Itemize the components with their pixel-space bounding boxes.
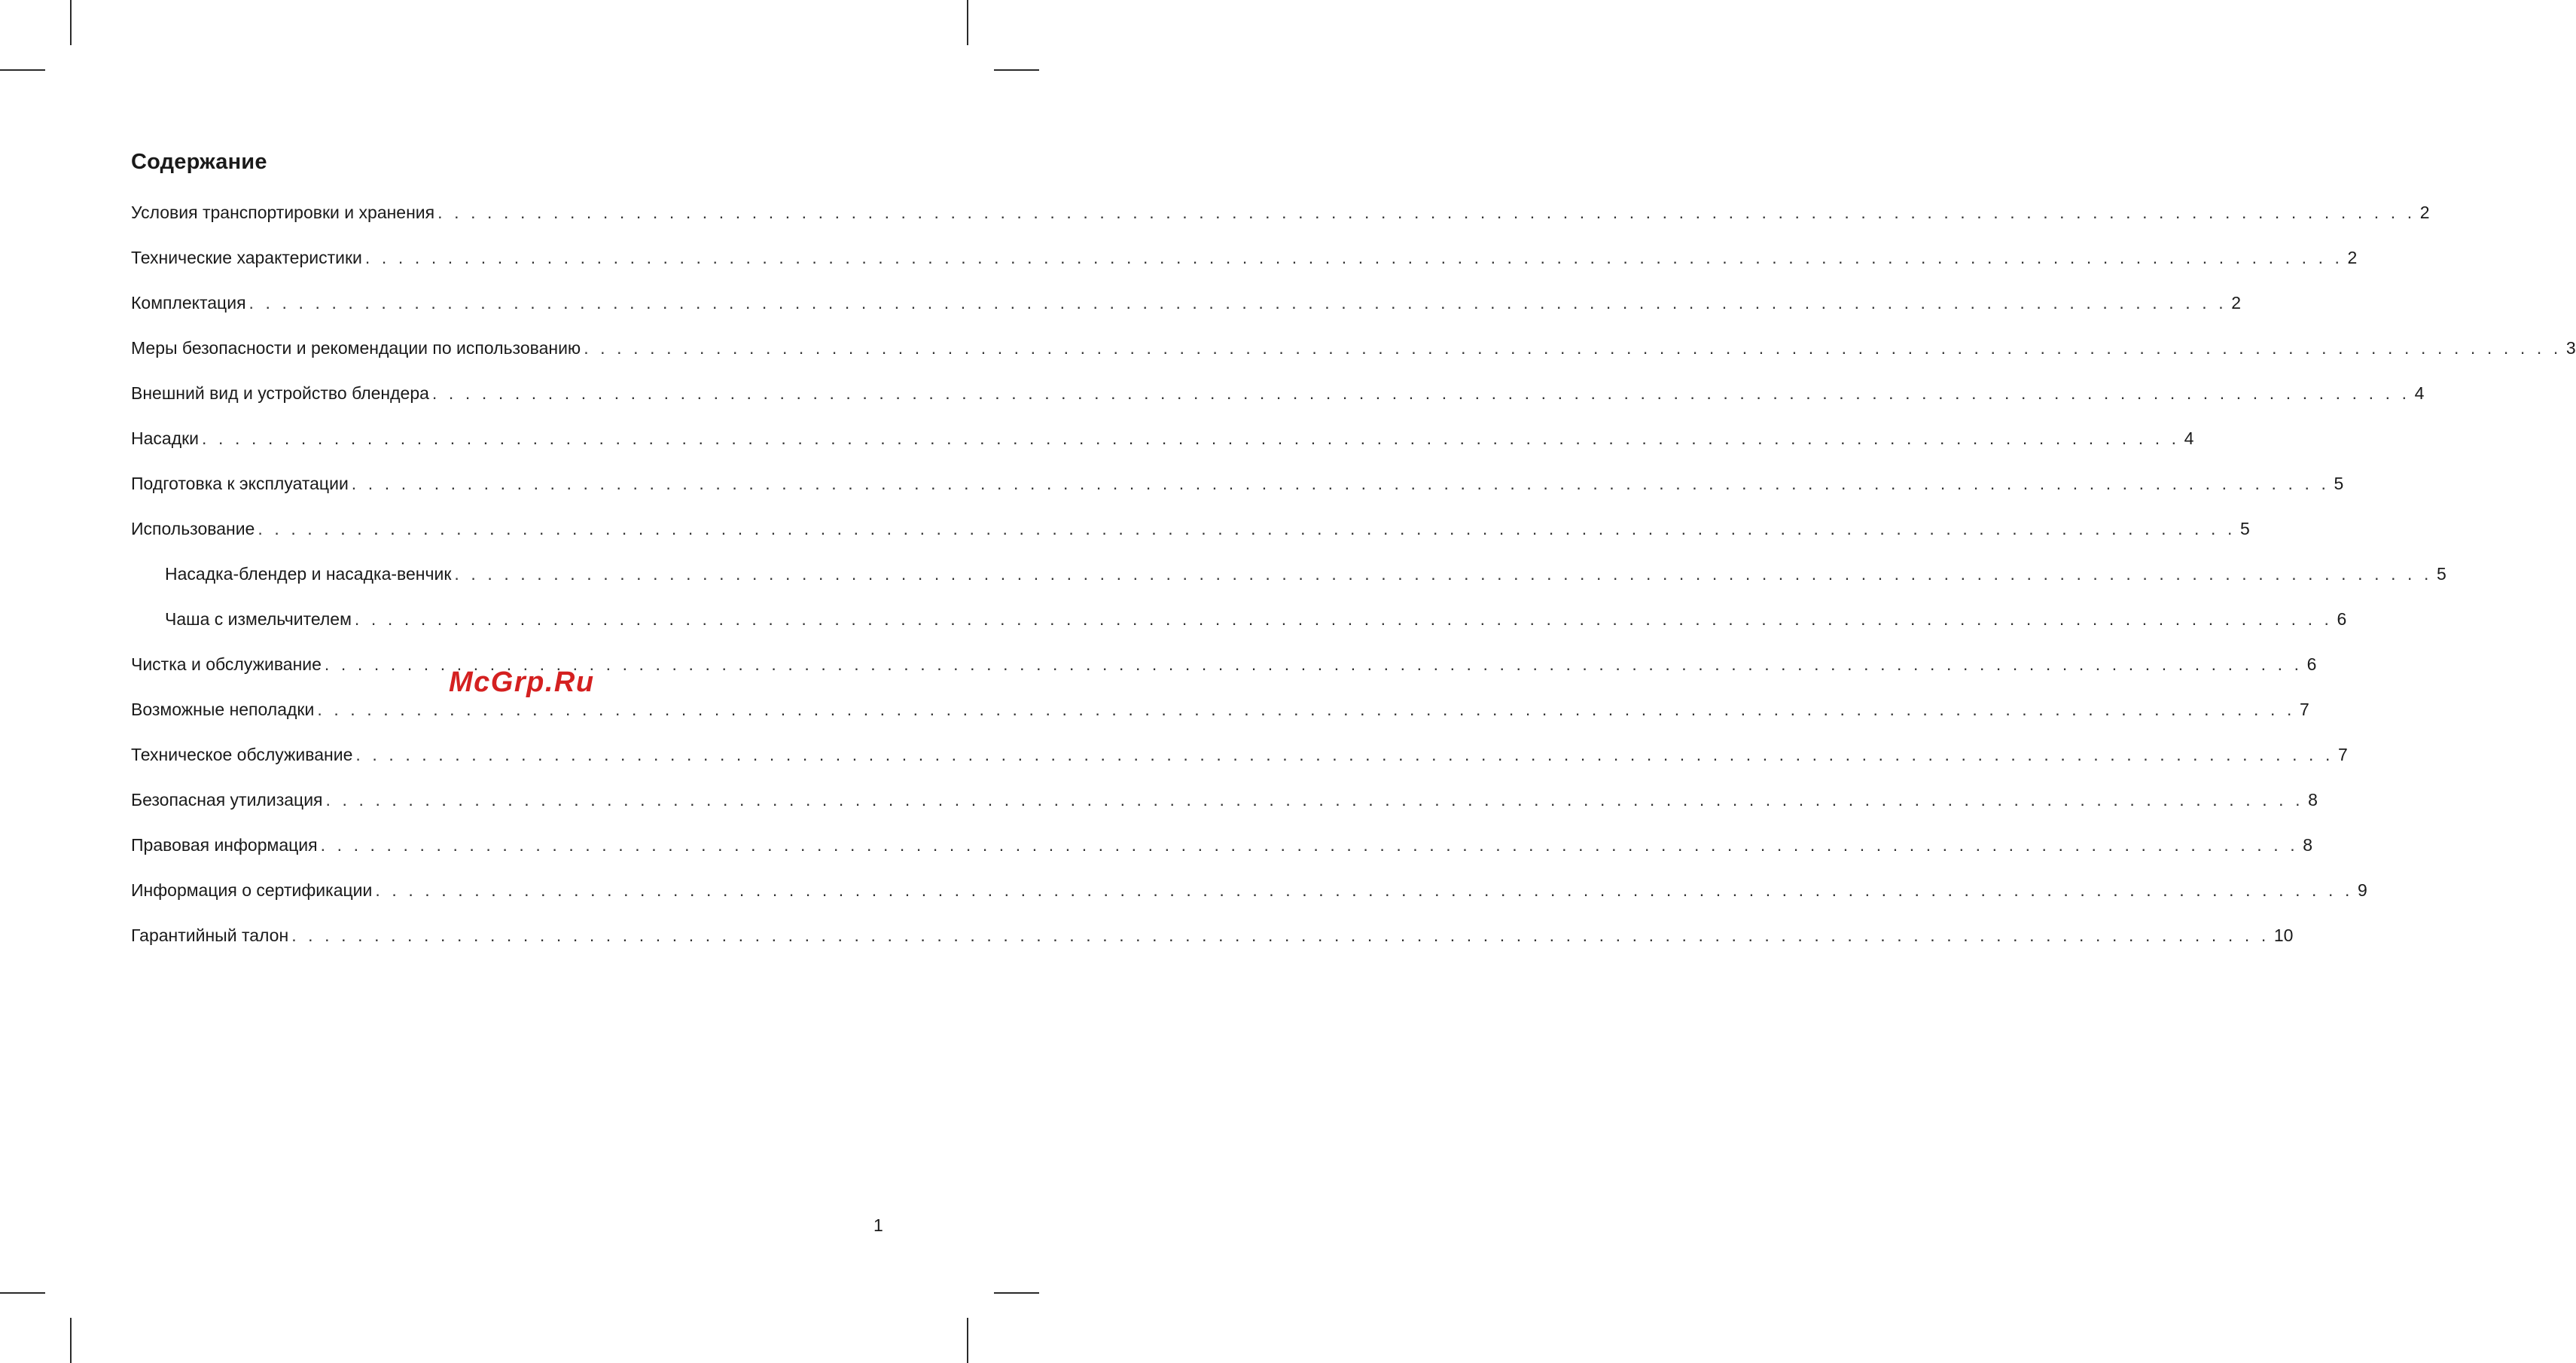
toc-entry-page: 2: [2419, 203, 2430, 222]
toc-entry-page: 8: [2308, 790, 2318, 810]
toc-entry-label: Насадки: [131, 428, 200, 448]
toc-dot-leader: . . . . . . . . . . . . . . . . . . . . . . . . . . . . . . . . . . . . . . . . . . . . . . . . . . . . . . . . . . . . . . . . . . . . . . . . . . . . . . . . . . . . . . . . . . . . . . . . . . . . . . . . . . . . . . . . . . . . . . . .: [431, 383, 2410, 403]
toc-subentry[interactable]: [131, 559, 2446, 604]
toc-entry-label: Комплектация: [131, 293, 246, 313]
toc-dot-leader: . . . . . . . . . . . . . . . . . . . . . . . . . . . . . . . . . . . . . . . . . . . . . . . . . . . . . . . . . . . . . . . . . . . . . . . . . . . . . . . . . . . . . . . . . . . . . . . . . . . . . . . . . . . . . . . . . . . . . . . .: [248, 293, 2227, 313]
toc-entry-page: 9: [2358, 880, 2367, 900]
toc-entry[interactable]: [131, 830, 2313, 875]
toc-entry-page: 3: [2565, 338, 2576, 358]
toc-entry-page: 4: [2414, 383, 2425, 403]
toc-entry[interactable]: [131, 197, 2430, 242]
toc-entry-page: 2: [2347, 248, 2358, 267]
toc-entry[interactable]: [131, 920, 2294, 965]
toc-entry-page: 10: [2273, 925, 2294, 945]
crop-mark-top-right-horizontal: [994, 69, 1039, 71]
toc-entry-page: 5: [2240, 519, 2250, 538]
toc-entry-label: Использование: [131, 519, 255, 538]
toc-entry-label: Меры безопасности и рекомендации по использованию: [131, 338, 581, 358]
toc-dot-leader: . . . . . . . . . . . . . . . . . . . . . . . . . . . . . . . . . . . . . . . . . . . . . . . . . . . . . . . . . . . . . . . . . . . . . . . . . . . . . . . . . . . . . . . . . . . . . . . . . . . . . . . . . . . . . . . . . . . . . . . .: [437, 203, 2416, 222]
crop-mark-top-left-horizontal: [0, 69, 45, 71]
toc-entry-page: 5: [2334, 474, 2344, 493]
toc-dot-leader: . . . . . . . . . . . . . . . . . . . . . . . . . . . . . . . . . . . . . . . . . . . . . . . . . . . . . . . . . . . . . . . . . . . . . . . . . . . . . . . . . . . . . . . . . . . . . . . . . . . . . . . . . . . . . . . . . . . . . . . .: [375, 880, 2353, 900]
crop-mark-bottom-right-vertical: [967, 1318, 968, 1363]
toc-dot-leader: . . . . . . . . . . . . . . . . . . . . . . . . . . . . . . . . . . . . . . . . . . . . . . . . . . . . . . . . . . . . . . . . . . . . . . . . . . . . . . . . . . . . . . . . . . . . . . . . . . . . . . . . . . . . . . . . . . . . . . . .: [317, 700, 2295, 719]
crop-mark-top-left-vertical: [70, 0, 72, 45]
toc-entry-page: 7: [2299, 700, 2309, 719]
toc-entry-label: Подготовка к эксплуатации: [131, 474, 349, 493]
toc-dot-leader: . . . . . . . . . . . . . . . . . . . . . . . . . . . . . . . . . . . . . . . . . . . . . . . . . . . . . . . . . . . . . . . . . . . . . . . . . . . . . . . . . . . . . . . . . . . . . . . . . . . . . . . . . . . . . . . . . . . . . . . .: [355, 745, 2334, 764]
toc-entry[interactable]: [131, 423, 2194, 468]
crop-mark-bottom-left-vertical: [70, 1318, 72, 1363]
toc-dot-leader: . . . . . . . . . . . . . . . . . . . . . . . . . . . . . . . . . . . . . . . . . . . . . . . . . . . . . . . . . . . . . . . . . . . . . . . . . . . . . . . . . . . . . . . . . . . . . . . . . . . . . . . . . . . . . . . . . . . . . . . .: [584, 338, 2562, 358]
toc-dot-leader: . . . . . . . . . . . . . . . . . . . . . . . . . . . . . . . . . . . . . . . . . . . . . . . . . . . . . . . . . . . . . . . . . . . . . . . . . . . . . . . . . . . . . . . . . . . . . . . . . . . . . . . . . . . . . . . . . . . . . . . .: [324, 654, 2303, 674]
toc-entry[interactable]: [131, 875, 2367, 920]
toc-dot-leader: . . . . . . . . . . . . . . . . . . . . . . . . . . . . . . . . . . . . . . . . . . . . . . . . . . . . . . . . . . . . . . . . . . . . . . . . . . . . . . . . . . . . . . . . . . . . . . . . . . . . . . . . . . . . . . . . . . . . . . . .: [351, 474, 2330, 493]
toc-entry-label: Техническое обслуживание: [131, 745, 353, 764]
watermark: McGrp.Ru: [449, 666, 595, 698]
toc-entry[interactable]: [131, 333, 2576, 378]
toc-entry-page: 6: [2337, 609, 2347, 629]
toc-entry[interactable]: [131, 785, 2318, 830]
toc-entry-page: 6: [2306, 654, 2317, 674]
toc-dot-leader: . . . . . . . . . . . . . . . . . . . . . . . . . . . . . . . . . . . . . . . . . . . . . . . . . . . . . . . . . . . . . . . . . . . . . . . . . . . . . . . . . . . . . . . . . . . . . . . . . . . . . . . . . . . . . . . . . . . . . . . .: [325, 790, 2304, 810]
toc-entry-label: Насадка-блендер и насадка-венчик: [165, 564, 452, 584]
table-of-contents: [131, 197, 2576, 965]
toc-entry-label: Информация о сертификации: [131, 880, 373, 900]
toc-entry-page: 7: [2338, 745, 2348, 764]
toc-dot-leader: . . . . . . . . . . . . . . . . . . . . . . . . . . . . . . . . . . . . . . . . . . . . . . . . . . . . . . . . . . . . . . . . . . . . . . . . . . . . . . . . . . . . . . . . . . . . . . . . . . . . . . . . . . . . . . . . . . . . . . . .: [320, 835, 2299, 855]
toc-subentry[interactable]: [131, 604, 2347, 649]
page-number: 1: [873, 1215, 883, 1235]
toc-dot-leader: . . . . . . . . . . . . . . . . . . . . . . . . . . . . . . . . . . . . . . . . . . . . . . . . . . . . . . . . . . . . . . . . . . . . . . . . . . . . . . . . . . . . . . . . . . . . . . . . . . . . . . . . . . . . . . . . . . . . . . . .: [364, 248, 2343, 267]
toc-entry[interactable]: [131, 514, 2250, 559]
toc-entry[interactable]: [131, 378, 2425, 423]
toc-entry-label: Чаша с измельчителем: [165, 609, 352, 629]
toc-entry-label: Правовая информация: [131, 835, 318, 855]
toc-entry-page: 2: [2231, 293, 2241, 313]
toc-dot-leader: . . . . . . . . . . . . . . . . . . . . . . . . . . . . . . . . . . . . . . . . . . . . . . . . . . . . . . . . . . . . . . . . . . . . . . . . . . . . . . . . . . . . . . . . . . . . . . . . . . . . . . . . . . . . . . . . . . . . . . . .: [258, 519, 2236, 538]
toc-entry-label: Гарантийный талон: [131, 925, 289, 945]
toc-dot-leader: . . . . . . . . . . . . . . . . . . . . . . . . . . . . . . . . . . . . . . . . . . . . . . . . . . . . . . . . . . . . . . . . . . . . . . . . . . . . . . . . . . . . . . . . . . . . . . . . . . . . . . . . . . . . . . . . . . . . . . . .: [291, 925, 2270, 945]
toc-entry-label: Внешний вид и устройство блендера: [131, 383, 429, 403]
toc-entry[interactable]: [131, 288, 2241, 333]
toc-entry-label: Возможные неполадки: [131, 700, 315, 719]
toc-dot-leader: . . . . . . . . . . . . . . . . . . . . . . . . . . . . . . . . . . . . . . . . . . . . . . . . . . . . . . . . . . . . . . . . . . . . . . . . . . . . . . . . . . . . . . . . . . . . . . . . . . . . . . . . . . . . . . . . . . . . . . . .: [202, 428, 2180, 448]
toc-dot-leader: . . . . . . . . . . . . . . . . . . . . . . . . . . . . . . . . . . . . . . . . . . . . . . . . . . . . . . . . . . . . . . . . . . . . . . . . . . . . . . . . . . . . . . . . . . . . . . . . . . . . . . . . . . . . . . . . . . . . . . . .: [454, 564, 2433, 584]
toc-entry-page: 4: [2184, 428, 2194, 448]
toc-entry[interactable]: [131, 739, 2348, 785]
toc-entry-label: Чистка и обслуживание: [131, 654, 322, 674]
crop-mark-bottom-left-horizontal: [0, 1292, 45, 1294]
toc-entry-label: Безопасная утилизация: [131, 790, 323, 810]
toc-entry-label: Технические характеристики: [131, 248, 362, 267]
toc-entry-page: 8: [2303, 835, 2313, 855]
crop-mark-top-right-vertical: [967, 0, 968, 45]
toc-entry[interactable]: [131, 694, 2309, 739]
page-title: Содержание: [131, 150, 267, 174]
toc-dot-leader: . . . . . . . . . . . . . . . . . . . . . . . . . . . . . . . . . . . . . . . . . . . . . . . . . . . . . . . . . . . . . . . . . . . . . . . . . . . . . . . . . . . . . . . . . . . . . . . . . . . . . . . . . . . . . . . . . . . . . . . .: [354, 609, 2333, 629]
toc-entry[interactable]: [131, 468, 2344, 514]
toc-entry-label: Условия транспортировки и хранения: [131, 203, 435, 222]
crop-mark-bottom-right-horizontal: [994, 1292, 1039, 1294]
toc-entry-page: 5: [2437, 564, 2446, 584]
toc-entry[interactable]: [131, 242, 2358, 288]
